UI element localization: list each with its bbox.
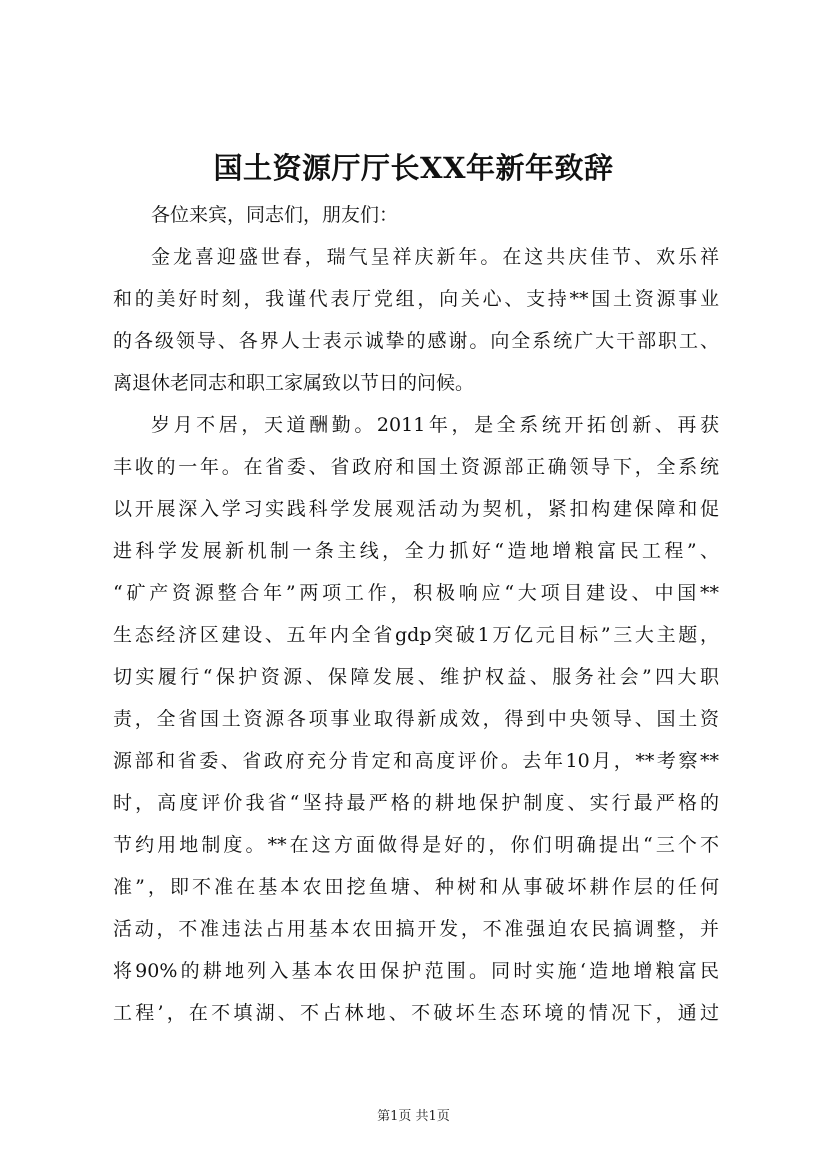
paragraph-line: 进科学发展新机制一条主线，全力抓好“造地增粮富民工程”、 (113, 540, 719, 562)
paragraph-line: 离退休老同志和职工家属致以节日的问候。 (113, 372, 475, 394)
paragraph-line: 源部和省委、省政府充分肯定和高度评价。去年10月，**考察** (113, 750, 719, 772)
paragraph-line: 责，全省国土资源各项事业取得新成效，得到中央领导、国土资 (113, 708, 719, 730)
paragraph-line: “矿产资源整合年”两项工作，积极响应“大项目建设、中国** (113, 582, 719, 604)
paragraph-line: 岁月不居，天道酬勤。2011年，是全系统开拓创新、再获 (151, 414, 719, 436)
paragraph-line: 生态经济区建设、五年内全省gdp突破1万亿元目标”三大主题， (113, 624, 719, 646)
document-title: 国土资源厅厅长XX年新年致辞 (213, 151, 614, 185)
paragraph-line: 切实履行“保护资源、保障发展、维护权益、服务社会”四大职 (113, 666, 719, 688)
paragraph-line: 将90%的耕地列入基本农田保护范围。同时实施‘造地增粮富民 (113, 960, 719, 982)
paragraph-line: 准”，即不准在基本农田挖鱼塘、种树和从事破坏耕作层的任何 (113, 876, 719, 898)
paragraph-line: 以开展深入学习实践科学发展观活动为契机，紧扣构建保障和促 (113, 498, 719, 520)
paragraph-line: 丰收的一年。在省委、省政府和国土资源部正确领导下，全系统 (113, 456, 719, 478)
paragraph-line: 工程’，在不填湖、不占林地、不破坏生态环境的情况下，通过 (113, 1002, 719, 1024)
salutation-line: 各位来宾，同志们，朋友们： (151, 204, 399, 226)
paragraph-line: 和的美好时刻，我谨代表厅党组，向关心、支持**国土资源事业 (113, 288, 719, 310)
paragraph-line: 金龙喜迎盛世春，瑞气呈祥庆新年。在这共庆佳节、欢乐祥 (151, 246, 719, 268)
paragraph-line: 时，高度评价我省“坚持最严格的耕地保护制度、实行最严格的 (113, 792, 719, 814)
paragraph-line: 活动，不准违法占用基本农田搞开发，不准强迫农民搞调整，并 (113, 918, 719, 940)
page-footer: 第1页 共1页 (377, 1109, 450, 1124)
paragraph-line: 的各级领导、各界人士表示诚挚的感谢。向全系统广大干部职工、 (113, 330, 719, 352)
paragraph-line: 节约用地制度。**在这方面做得是好的，你们明确提出“三个不 (113, 834, 719, 856)
